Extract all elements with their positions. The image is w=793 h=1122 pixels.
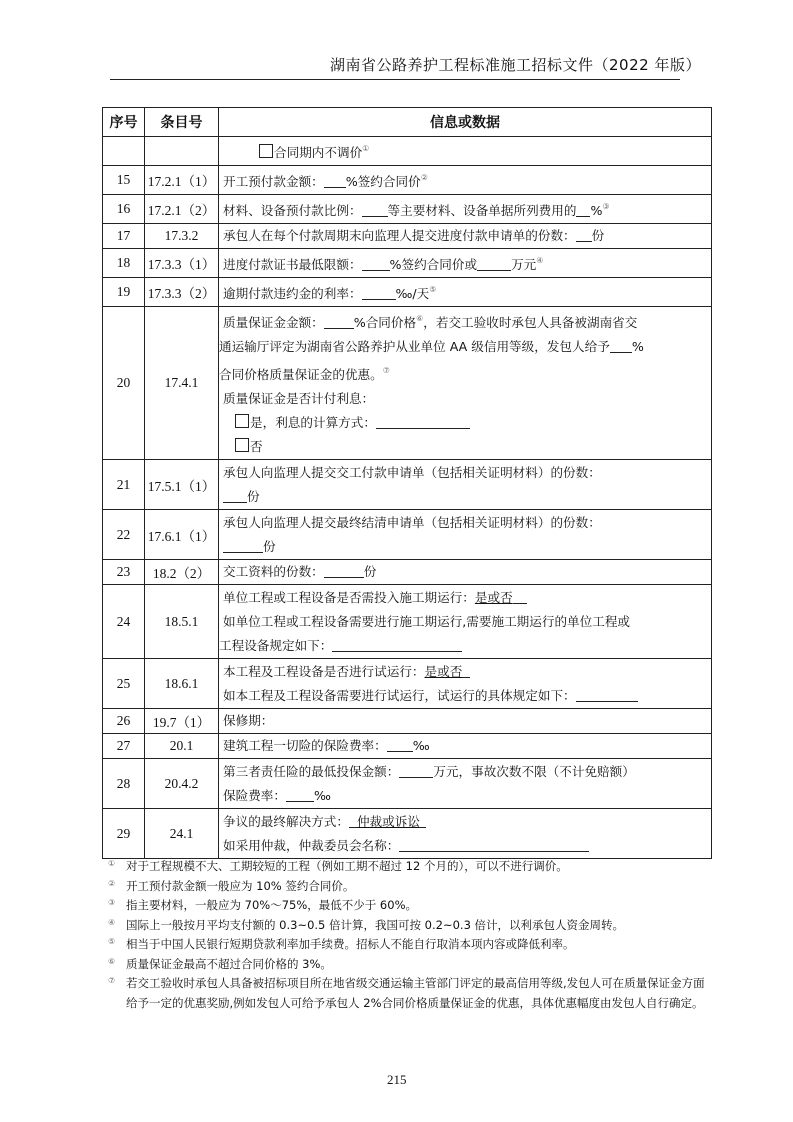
blank-field[interactable] [324,315,354,329]
table-row: 17 17.3.2 承包人在每个付款周期末向监理人提交进度付款申请单的份数： 份 [103,224,712,249]
blank-field[interactable] [286,788,314,802]
blank-field[interactable] [399,838,589,852]
blank-field[interactable] [362,257,390,271]
table-row: 23 18.2（2） 交工资料的份数： 份 [103,560,712,585]
table-row: 22 17.6.1（1） 承包人向监理人提交最终结清申请单（包括相关证明材料）的份数： 份 [103,510,712,560]
table-row: 29 24.1 争议的最终解决方式： 仲裁或诉讼 如采用仲裁，仲裁委员会名称： [103,809,712,859]
table-row: 24 18.5.1 单位工程或工程设备是否需投入施工期运行：是或否 如单位工程或工程设备需要进行施工期运行,需要施工期运行的单位工程或 工程设备规定如下： [103,585,712,659]
clause-data-table [102,107,712,859]
col-header-info: 信息或数据 [219,108,712,137]
blank-field[interactable] [223,539,263,553]
checkbox-no[interactable] [235,438,249,452]
blank-field[interactable] [477,257,511,271]
blank-field[interactable] [223,489,247,503]
blank-field[interactable] [399,764,433,778]
table-row: 28 20.4.2 第三者责任险的最低投保金额： 万元，事故次数不限（不计免赔额） 保险费率： ‰ [103,759,712,809]
blank-field[interactable] [576,688,638,702]
header-rule [110,79,680,80]
checkbox[interactable] [259,144,273,158]
header-title: 湖南省公路养护工程标准施工招标文件（2022 年版） [330,56,701,74]
blank-field[interactable] [576,203,590,217]
blank-field[interactable] [376,415,470,429]
blank-field[interactable] [324,174,346,188]
page-number: 215 [387,1072,407,1087]
footnote: ⑥ 质量保证金最高不超过合同价格的 3%。 [108,956,332,971]
table-header-row [103,108,712,137]
table-row: 18 17.3.3（1） 进度付款证书最低限额： %签约合同价或 万元④ [103,249,712,278]
table-row: 15 17.2.1（1） 开工预付款金额： %签约合同价② [103,166,712,195]
footnote: ③ 指主要材料，一般应为 70%～75%，最低不少于 60%。 [108,898,417,912]
blank-field[interactable] [362,203,388,217]
col-header-clause: 条目号 [145,108,219,137]
blank-field[interactable] [324,564,364,578]
blank-field[interactable] [610,339,632,353]
table-row: 21 17.5.1（1） 承包人向监理人提交交工付款申请单（包括相关证明材料）的份数： 份 [103,460,712,510]
footnote-ref: ① [362,144,370,153]
footnote: ⑦ 若交工验收时承包人具备被招标项目所在地省级交通运输主管部门评定的最高信用等级,发包人可在质量保证金方面给予一定的优惠奖励,例如发包人可给予承包人 2%合同价格质量保证金的优惠，具体优惠幅度由发包人自行确定。 [108,976,705,1010]
table-row: 16 17.2.1（2） 材料、设备预付款比例： 等主要材料、设备单据所列费用的 %③ [103,195,712,224]
footnote: ④ 国际上一般按月平均支付额的 0.3~0.5 倍计算，我国可按 0.2~0.3 倍计，以利承包人资金周转。 [108,917,625,932]
table-row: 19 17.3.3（2） 逾期付款违约金的利率： ‰/天⑤ [103,278,712,307]
checkbox-yes[interactable] [235,414,249,428]
table-row: 20 17.4.1 质量保证金金额： %合同价格⑥，若交工验收时承包人具备被湖南省交 通运输厅评定为湖南省公路养护从业单位 AA 级信用等级，发包人给予 % 合同价格质量保证金的优惠。⑦ 质量保证金是否计付利息： 是，利息的计算方式： 否 [103,307,712,460]
blank-field[interactable] [387,738,413,752]
blank-field[interactable] [576,228,592,242]
table-row: 合同期内不调价① [103,137,712,166]
table-row: 27 20.1 建筑工程一切险的保险费率： ‰ [103,734,712,759]
table-row: 25 18.6.1 本工程及工程设备是否进行试运行：是或否 如本工程及工程设备需要进行试运行，试运行的具体规定如下： [103,659,712,709]
footnote: ① 对于工程规模不大、工期较短的工程（例如工期不超过 12 个月的），可以不进行调价。 [108,859,568,873]
col-header-no: 序号 [103,108,145,137]
footnotes [108,857,714,1013]
footnote: ② 开工预付款金额一般应为 10% 签约合同价。 [108,878,355,893]
blank-field[interactable] [332,638,462,652]
table-row: 26 19.7（1） 保修期： [103,709,712,734]
blank-field[interactable] [362,286,396,300]
footnote: ⑤ 相当于中国人民银行短期贷款利率加手续费。招标人不能自行取消本项内容或降低利率。 [108,937,575,951]
